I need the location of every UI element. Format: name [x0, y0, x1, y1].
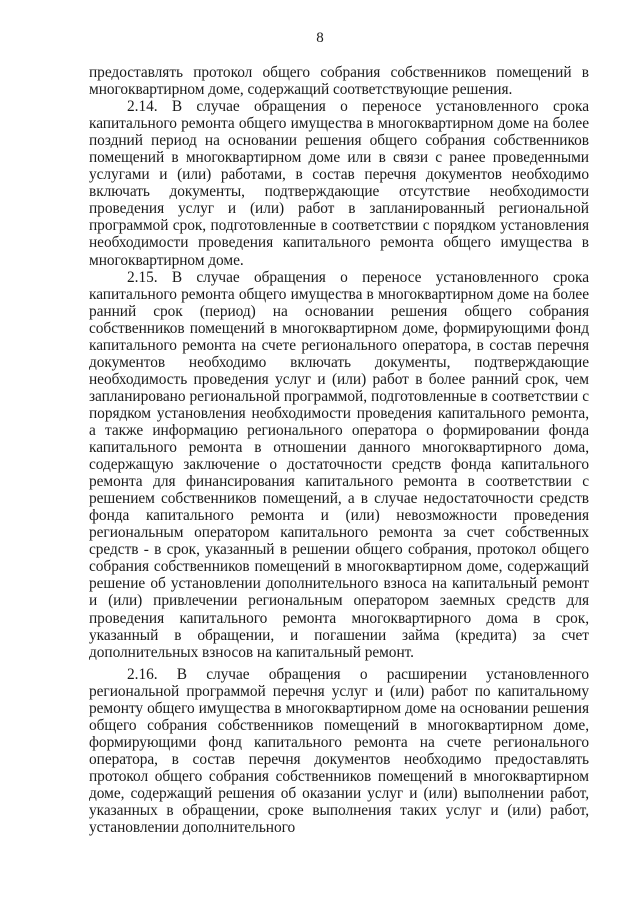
paragraph-2-15: 2.15. В случае обращения о переносе установленного срока капитального ремонта общего имущества в многоквартирном доме на более ранний срок (период) на основании решения общего собрания собственников помещений в многоквартирном доме, формирующими фонд капитального ремонта на счете регионального оператора, в состав перечня документов необходимо включать документы, подтверждающие необходимость проведения услуг и (или) работ в более ранний срок, чем запланировано региональной программой, подготовленные в соответствии с порядком установления необходимости проведения капитального ремонта, а также информацию регионального оператора о формировании фонда капитального ремонта в отношении данного многоквартирного дома, содержащую заключение о достаточности средств фонда капитального ремонта для финансирования капитального ремонта в соответствии с решением собственников помещений, а в случае недостаточности средств фонда капитального ремонта и (или) невозможности проведения региональным оператором капитального ремонта за счет собственных средств - в срок, указанный в решении общего собрания, протокол общего собрания собственников помещений в многоквартирном доме, содержащий решение об установлении дополнительного взноса на капитальный ремонт и (или) привлечении региональным оператором заемных средств для проведения капитального ремонта многоквартирного дома в срок, указанный в обращении, и погашении займа (кредита) за счет дополнительных взносов на капитальный ремонт.: [89, 268, 589, 661]
page-number: 8: [316, 30, 324, 46]
paragraph-2-16: 2.16. В случае обращения о расширении установленного региональной программой перечня услуг и (или) работ по капитальному ремонту общего имущества в многоквартирном доме на основании решения общего собрания собственников помещений в многоквартирном доме, формирующими фонд капитального ремонта на счете регионального оператора, в состав перечня документов необходимо предоставлять протокол общего собрания собственников помещений в многоквартирном доме, содержащий решения об оказании услуг и (или) выполнении работ, указанных в обращении, сроке выполнения таких услуг и (или) работ, установлении дополнительного: [89, 665, 589, 837]
paragraph-2-14: 2.14. В случае обращения о переносе установленного срока капитального ремонта общего имущества в многоквартирном доме на более поздний период на основании решения общего собрания собственников помещений в многоквартирном доме или в связи с ранее проведенными услугами и (или) работами, в состав перечня документов необходимо включать документы, подтверждающие отсутствие необходимости проведения услуг и (или) работ в запланированный региональной программой срок, подготовленные в соответствии с порядком установления необходимости проведения капитального ремонта общего имущества в многоквартирном доме.: [89, 98, 589, 269]
document-body: [89, 64, 589, 836]
paragraph-continuation: предоставлять протокол общего собрания собственников помещений в многоквартирном доме, содержащий соответствующие решения.: [89, 64, 589, 99]
